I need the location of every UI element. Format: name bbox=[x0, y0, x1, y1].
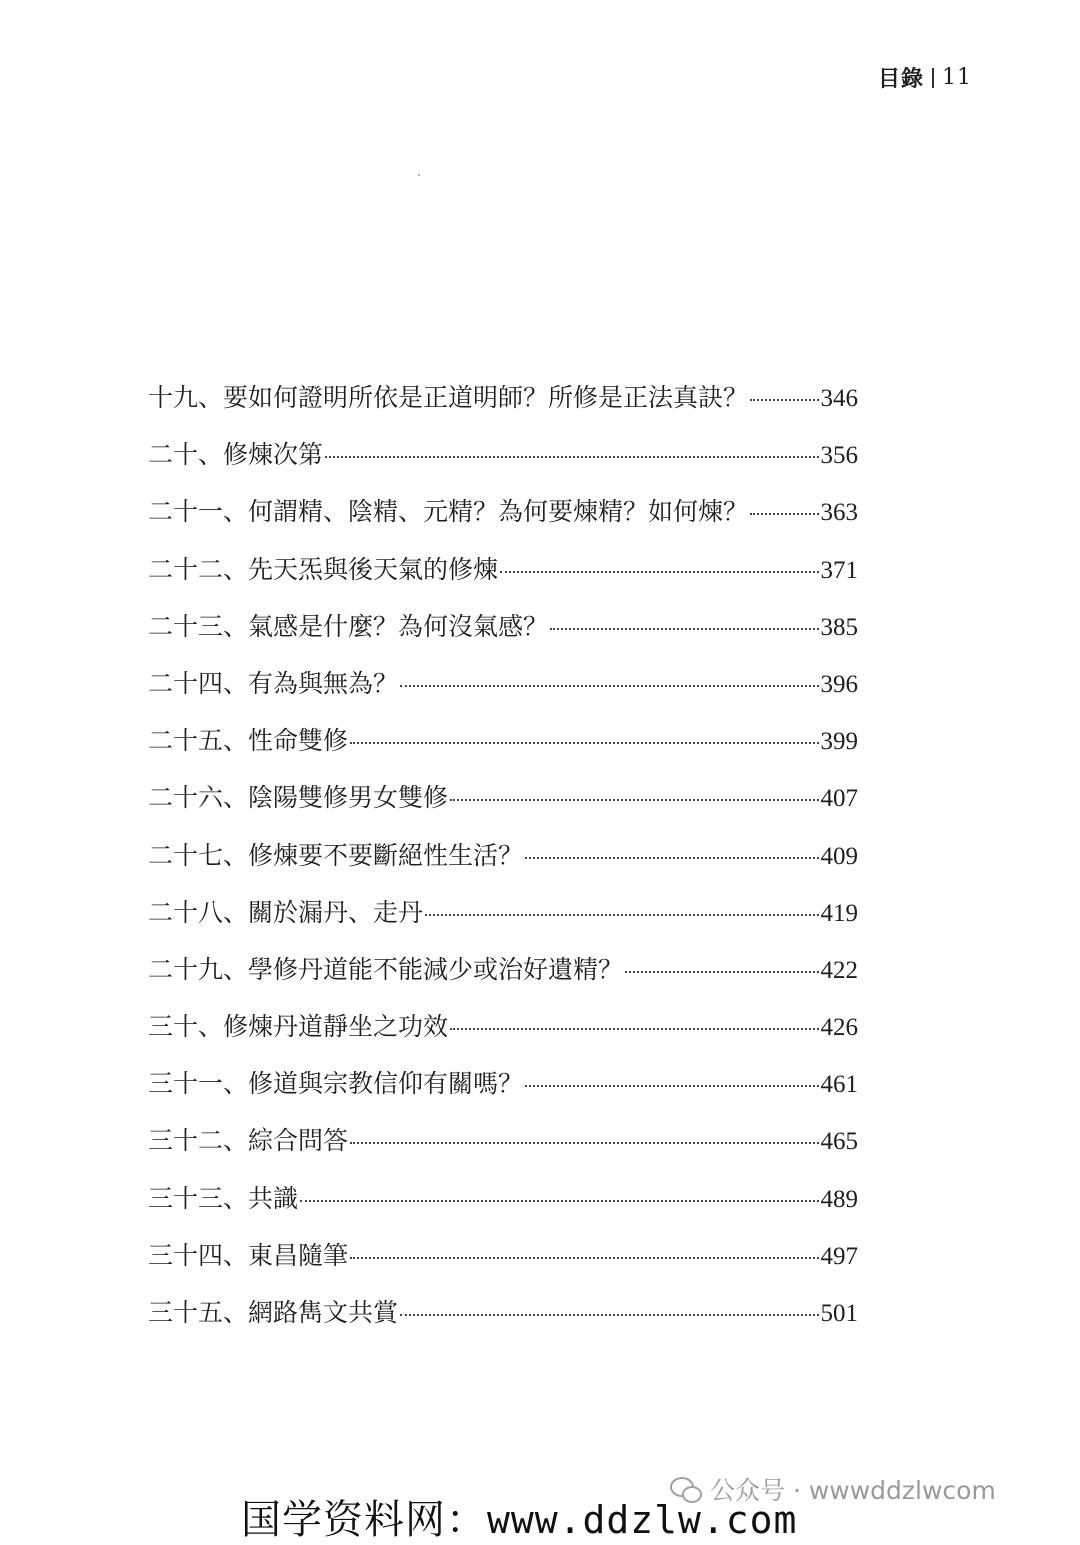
toc-entry-page: 407 bbox=[820, 785, 858, 813]
toc-dot-leader bbox=[750, 399, 818, 401]
toc-entry bbox=[148, 721, 858, 778]
toc-entry-title: 三十五、網路雋文共賞 bbox=[148, 1298, 399, 1327]
toc-entry-page: 461 bbox=[820, 1071, 858, 1099]
toc-dot-leader bbox=[500, 571, 818, 573]
toc-entry-title: 三十四、東昌隨筆 bbox=[148, 1240, 349, 1270]
toc-entry-title: 二十四、有為與無為？ bbox=[148, 668, 399, 698]
toc-entry-title: 三十二、綜合問答 bbox=[148, 1126, 349, 1156]
toc-entry-title: 二十二、先天炁與後天氣的修煉 bbox=[148, 554, 499, 584]
toc-entry-title: 二十五、性命雙修 bbox=[148, 726, 349, 756]
header-title: 目錄 bbox=[878, 66, 925, 92]
table-of-contents bbox=[148, 378, 858, 1350]
wechat-label: 公众号 · wwwddzlwcom bbox=[710, 1476, 996, 1505]
toc-entry-page: 356 bbox=[820, 442, 858, 470]
toc-entry-title: 二十九、學修丹道能不能減少或治好遺精？ bbox=[148, 954, 624, 984]
toc-entry-page: 409 bbox=[820, 842, 858, 870]
toc-entry-page: 346 bbox=[820, 385, 858, 412]
scan-speck bbox=[418, 174, 420, 176]
toc-entry bbox=[148, 836, 858, 893]
toc-entry-title: 二十八、關於漏丹、走丹 bbox=[148, 897, 424, 927]
toc-entry bbox=[148, 1293, 858, 1350]
toc-entry bbox=[148, 1064, 858, 1121]
site-watermark bbox=[241, 1488, 797, 1545]
toc-dot-leader bbox=[525, 1085, 818, 1087]
toc-entry bbox=[148, 550, 858, 607]
toc-entry bbox=[148, 950, 858, 1007]
toc-entry bbox=[148, 778, 858, 835]
toc-entry-page: 426 bbox=[820, 1014, 858, 1042]
toc-entry-page: 371 bbox=[820, 556, 858, 584]
toc-dot-leader bbox=[450, 1028, 818, 1030]
toc-dot-leader bbox=[550, 628, 818, 630]
toc-entry-page: 501 bbox=[820, 1300, 858, 1327]
toc-dot-leader bbox=[625, 971, 818, 973]
site-name: 国学资料网： bbox=[241, 1497, 487, 1543]
toc-entry-page: 385 bbox=[820, 613, 858, 641]
toc-dot-leader bbox=[350, 1257, 818, 1259]
toc-dot-leader bbox=[350, 1142, 818, 1144]
toc-entry-page: 465 bbox=[820, 1128, 858, 1156]
toc-dot-leader bbox=[425, 914, 818, 916]
toc-entry bbox=[148, 1007, 858, 1064]
toc-entry-title: 二十、修煉次第 bbox=[148, 440, 324, 470]
toc-dot-leader bbox=[400, 1314, 818, 1316]
toc-entry bbox=[148, 492, 858, 549]
toc-entry bbox=[148, 1121, 858, 1178]
toc-entry-title: 三十一、修道與宗教信仰有關嗎？ bbox=[148, 1069, 524, 1099]
toc-entry-title: 二十三、氣感是什麼？為何沒氣感？ bbox=[148, 611, 549, 641]
toc-entry-title: 三十三、共識 bbox=[148, 1183, 299, 1213]
toc-dot-leader bbox=[450, 799, 818, 801]
page-header bbox=[878, 62, 972, 93]
toc-dot-leader bbox=[750, 513, 818, 515]
site-url: www.ddzlw.com bbox=[487, 1498, 798, 1542]
toc-entry-page: 399 bbox=[820, 728, 858, 756]
toc-dot-leader bbox=[525, 857, 818, 859]
toc-entry-page: 497 bbox=[820, 1242, 858, 1270]
toc-entry-page: 422 bbox=[820, 956, 858, 984]
toc-dot-leader bbox=[300, 1200, 818, 1202]
toc-entry bbox=[148, 893, 858, 950]
toc-entry-title: 三十、修煉丹道靜坐之功效 bbox=[148, 1012, 449, 1042]
toc-entry-title: 二十六、陰陽雙修男女雙修 bbox=[148, 783, 449, 813]
toc-entry bbox=[148, 378, 858, 435]
toc-entry-title: 二十一、何謂精、陰精、元精？為何要煉精？如何煉？ bbox=[148, 497, 749, 527]
toc-entry-page: 396 bbox=[820, 670, 858, 698]
toc-dot-leader bbox=[350, 742, 818, 744]
toc-entry bbox=[148, 607, 858, 664]
toc-entry bbox=[148, 435, 858, 492]
header-separator bbox=[932, 68, 934, 88]
toc-dot-leader bbox=[400, 685, 818, 687]
toc-entry bbox=[148, 664, 858, 721]
toc-entry bbox=[148, 1236, 858, 1293]
toc-entry-title: 十九、要如何證明所依是正道明師？所修是正法真訣？ bbox=[148, 383, 749, 412]
toc-entry-title: 二十七、修煉要不要斷絕性生活？ bbox=[148, 840, 524, 870]
toc-entry-page: 419 bbox=[820, 899, 858, 927]
toc-entry-page: 489 bbox=[820, 1185, 858, 1213]
header-page-number: 11 bbox=[942, 65, 973, 90]
toc-entry bbox=[148, 1179, 858, 1236]
toc-entry-page: 363 bbox=[820, 499, 858, 527]
toc-dot-leader bbox=[325, 456, 818, 458]
